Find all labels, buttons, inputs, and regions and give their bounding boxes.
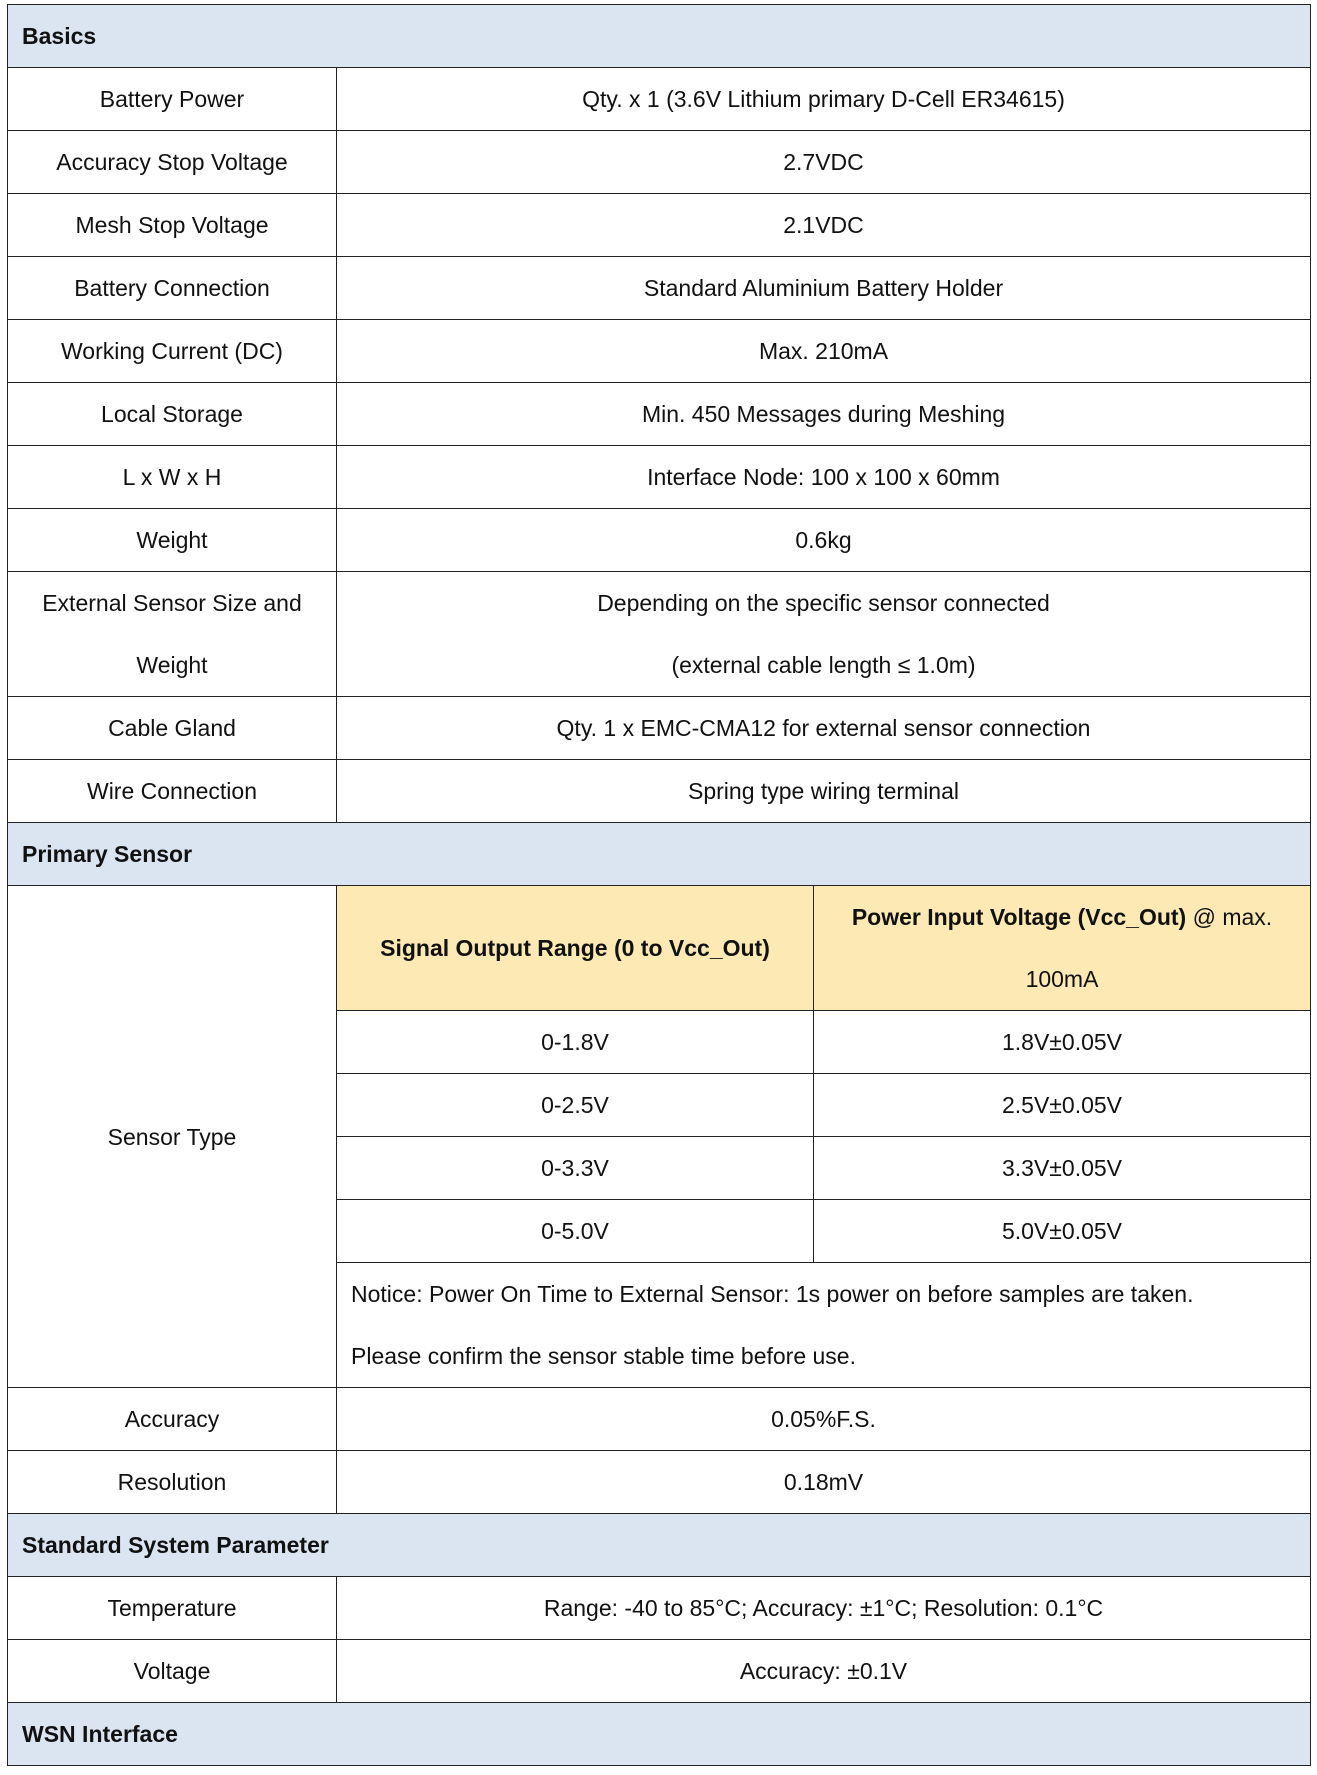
param-label: Battery Power bbox=[8, 68, 337, 131]
notice-line: Please confirm the sensor stable time before use. bbox=[351, 1343, 856, 1369]
param-label: L x W x H bbox=[8, 446, 337, 509]
power-input-header bbox=[814, 886, 1311, 1011]
param-value: 0.05%F.S. bbox=[337, 1388, 1311, 1451]
table-row bbox=[8, 1451, 1311, 1514]
param-label: Accuracy bbox=[8, 1388, 337, 1451]
param-label: Weight bbox=[8, 509, 337, 572]
table-row bbox=[8, 383, 1311, 446]
power-voltage: 2.5V±0.05V bbox=[814, 1074, 1311, 1137]
param-label: Battery Connection bbox=[8, 257, 337, 320]
param-value: Interface Node: 100 x 100 x 60mm bbox=[337, 446, 1311, 509]
section-wsn-interface: WSN Interface bbox=[8, 1703, 1311, 1766]
param-label: Voltage bbox=[8, 1640, 337, 1703]
param-label: Resolution bbox=[8, 1451, 337, 1514]
param-value: Min. 450 Messages during Meshing bbox=[337, 383, 1311, 446]
value-line: (external cable length ≤ 1.0m) bbox=[671, 652, 976, 678]
param-label: Cable Gland bbox=[8, 697, 337, 760]
param-value: Range: -40 to 85°C; Accuracy: ±1°C; Resolution: 0.1°C bbox=[337, 1577, 1311, 1640]
signal-range: 0-1.8V bbox=[337, 1011, 814, 1074]
sensor-notice bbox=[337, 1263, 1311, 1388]
header-normal: @ max. bbox=[1192, 904, 1273, 930]
table-row bbox=[8, 194, 1311, 257]
param-value: 0.6kg bbox=[337, 509, 1311, 572]
table-row bbox=[8, 1388, 1311, 1451]
header-line: 100mA bbox=[1025, 966, 1099, 992]
table-row bbox=[8, 257, 1311, 320]
param-value: Max. 210mA bbox=[337, 320, 1311, 383]
param-label: Local Storage bbox=[8, 383, 337, 446]
value-line: Depending on the specific sensor connected bbox=[597, 590, 1050, 616]
table-row bbox=[8, 446, 1311, 509]
param-value: 2.7VDC bbox=[337, 131, 1311, 194]
param-label: Mesh Stop Voltage bbox=[8, 194, 337, 257]
param-value: 0.18mV bbox=[337, 1451, 1311, 1514]
table-row bbox=[8, 760, 1311, 823]
section-row bbox=[8, 1703, 1311, 1766]
power-voltage: 5.0V±0.05V bbox=[814, 1200, 1311, 1263]
table-row bbox=[8, 68, 1311, 131]
sensor-type-label: Sensor Type bbox=[8, 886, 337, 1388]
param-value: Qty. x 1 (3.6V Lithium primary D-Cell ER34615) bbox=[337, 68, 1311, 131]
signal-range: 0-5.0V bbox=[337, 1200, 814, 1263]
param-value: 2.1VDC bbox=[337, 194, 1311, 257]
section-standard-system: Standard System Parameter bbox=[8, 1514, 1311, 1577]
section-row bbox=[8, 5, 1311, 68]
param-value: Standard Aluminium Battery Holder bbox=[337, 257, 1311, 320]
table-row bbox=[8, 886, 1311, 1011]
table-row bbox=[8, 572, 1311, 697]
header-line bbox=[826, 886, 1298, 948]
param-label: Accuracy Stop Voltage bbox=[8, 131, 337, 194]
table-row bbox=[8, 697, 1311, 760]
table-row bbox=[8, 1640, 1311, 1703]
param-label: External Sensor Size and Weight bbox=[8, 572, 337, 697]
param-value: Accuracy: ±0.1V bbox=[337, 1640, 1311, 1703]
param-value: Spring type wiring terminal bbox=[337, 760, 1311, 823]
spec-table bbox=[7, 4, 1311, 1766]
table-row bbox=[8, 509, 1311, 572]
section-primary-sensor: Primary Sensor bbox=[8, 823, 1311, 886]
param-label: Temperature bbox=[8, 1577, 337, 1640]
param-value bbox=[337, 572, 1311, 697]
notice-line: Notice: Power On Time to External Sensor: 1s power on before samples are taken. bbox=[351, 1281, 1194, 1307]
section-basics: Basics bbox=[8, 5, 1311, 68]
section-row bbox=[8, 823, 1311, 886]
section-row bbox=[8, 1514, 1311, 1577]
header-bold: Power Input Voltage (Vcc_Out) bbox=[851, 904, 1187, 930]
table-row bbox=[8, 320, 1311, 383]
signal-output-header: Signal Output Range (0 to Vcc_Out) bbox=[337, 886, 814, 1011]
table-row bbox=[8, 1577, 1311, 1640]
signal-range: 0-2.5V bbox=[337, 1074, 814, 1137]
table-row bbox=[8, 131, 1311, 194]
power-voltage: 3.3V±0.05V bbox=[814, 1137, 1311, 1200]
param-label: Working Current (DC) bbox=[8, 320, 337, 383]
param-label: Wire Connection bbox=[8, 760, 337, 823]
param-value: Qty. 1 x EMC-CMA12 for external sensor connection bbox=[337, 697, 1311, 760]
signal-range: 0-3.3V bbox=[337, 1137, 814, 1200]
power-voltage: 1.8V±0.05V bbox=[814, 1011, 1311, 1074]
